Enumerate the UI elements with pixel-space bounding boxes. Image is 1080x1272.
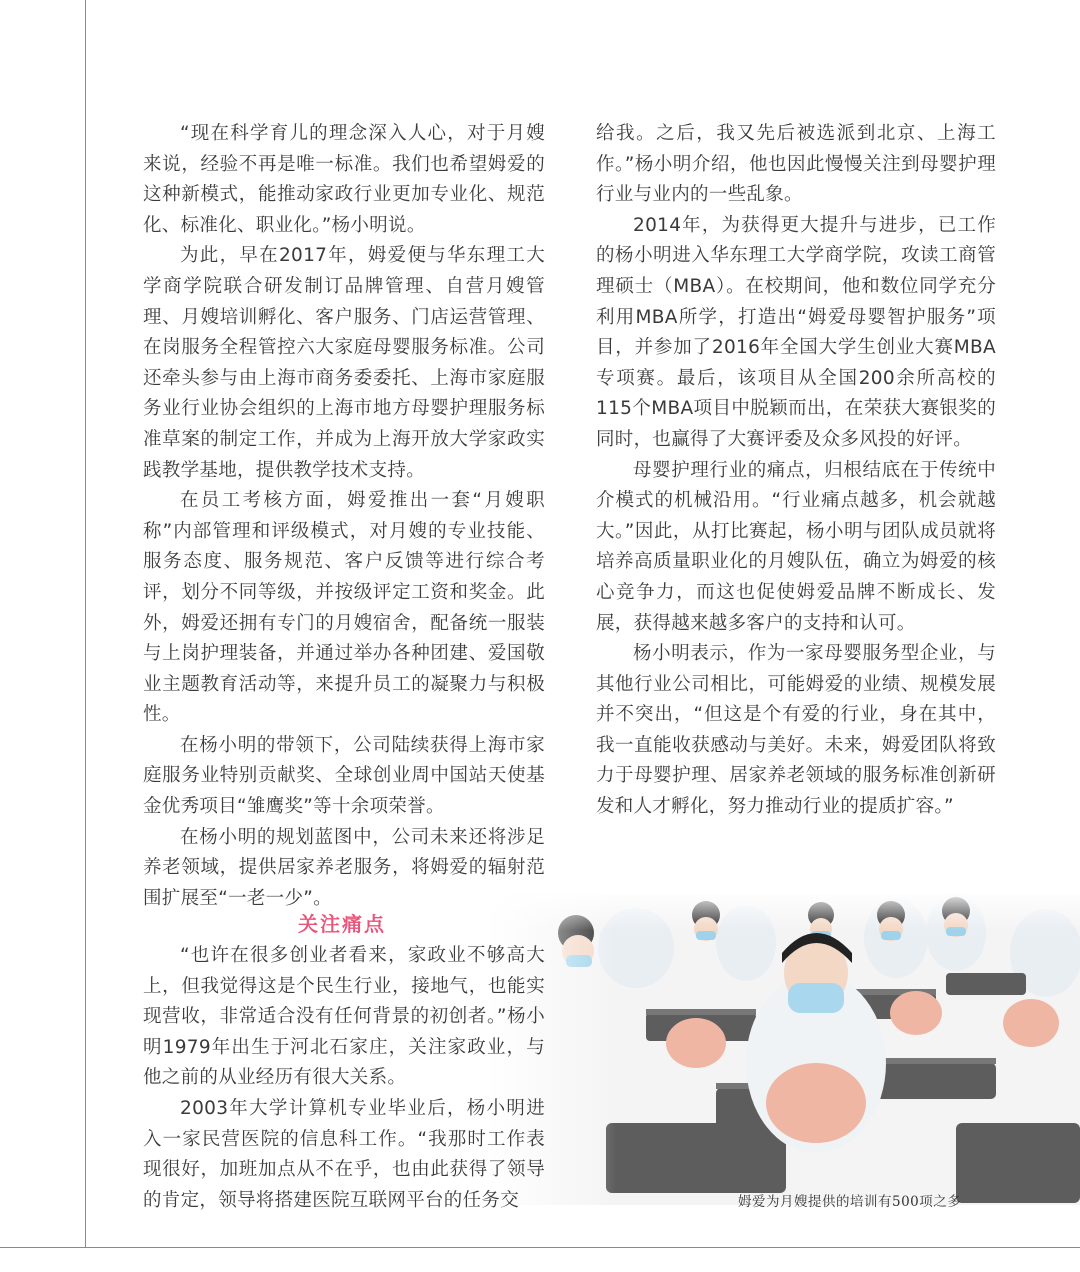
section-paragraph-2: 2003年大学计算机专业毕业后，杨小明进入一家民营医院的信息科工作。“我那时工作表现很好，加班加点从不在乎，也由此获得了领导的肯定，领导将搭建医院互联网平台的任务交 — [143, 1097, 545, 1211]
photo-caption: 姆爱为月嫂提供的培训有500项之多 — [738, 1194, 962, 1210]
right-paragraph-2: 2014年，为获得更大提升与进步，已工作的杨小明进入华东理工大学商学院，攻读工商管理硕士（MBA）。在校期间，他和数位同学充分利用MBA所学，打造出“姆爱母婴智护服务”项目，并参加了2016年全国大学生创业大赛MBA专项赛。最后，该项目从全国200余所高校的115个MBA项目中脱颖而出，在荣获大赛银奖的同时，也赢得了大赛评委及众多风投的好评。 — [596, 214, 996, 450]
page-border-left — [85, 0, 86, 1248]
left-paragraph-4: 在杨小明的带领下，公司陆续获得上海市家庭服务业特别贡献奖、全球创业周中国站天使基金优秀项目“雏鹰奖”等十余项荣誉。 — [143, 734, 545, 818]
left-paragraph-2: 为此，早在2017年，姆爱便与华东理工大学商学院联合研发制订品牌管理、自营月嫂管理、月嫂培训孵化、客户服务、门店运营管理、在岗服务全程管控六大家庭母婴服务标准。公司还牵头参与由上海市商务委委托、上海市家庭服务业行业协会组织的上海市地方母婴护理服务标准草案的制定工作，并成为上海开放大学家政实践教学基地，提供教学技术支持。 — [143, 245, 545, 481]
training-photo — [486, 893, 1080, 1205]
left-paragraph-1: “现在科学育儿的理念深入人心，对于月嫂来说，经验不再是唯一标准。我们也希望姆爱的这种新模式，能推动家政行业更加专业化、规范化、标准化、职业化。”杨小明说。 — [143, 123, 545, 236]
section-paragraph-1: “也许在很多创业者看来，家政业不够高大上，但我觉得这是个民生行业，接地气，也能实现营收，非常适合没有任何背景的初创者。”杨小明1979年出生于河北石家庄，关注家政业，与他之前的从业经历有很大关系。 — [143, 945, 545, 1089]
right-paragraph-3: 母婴护理行业的痛点，归根结底在于传统中介模式的机械沿用。“行业痛点越多，机会就越大。”因此，从打比赛起，杨小明与团队成员就将培养高质量职业化的月嫂队伍，确立为姆爱的核心竞争力，而这也促使姆爱品牌不断成长、发展，获得越来越多客户的支持和认可。 — [596, 459, 996, 634]
section-heading: 关注痛点 — [298, 912, 386, 936]
right-paragraph-4: 杨小明表示，作为一家母婴服务型企业，与其他行业公司相比，可能姆爱的业绩、规模发展并不突出，“但这是个有爱的行业，身在其中，我一直能收获感动与美好。未来，姆爱团队将致力于母婴护理、居家养老领域的服务标准创新研发和人才孵化，努力推动行业的提质扩容。” — [596, 643, 996, 818]
right-paragraph-1: 给我。之后，我又先后被选派到北京、上海工作。”杨小明介绍，他也因此慢慢关注到母婴护理行业与业内的一些乱象。 — [596, 123, 996, 206]
left-paragraph-3: 在员工考核方面，姆爱推出一套“月嫂职称”内部管理和评级模式，对月嫂的专业技能、服务态度、服务规范、客户反馈等进行综合考评，划分不同等级，并按级评定工资和奖金。此外，姆爱还拥有专门的月嫂宿舍，配备统一服装与上岗护理装备，并通过举办各种团建、爱国敬业主题教育活动等，来提升员工的凝聚力与积极性。 — [143, 490, 545, 726]
section-body — [143, 941, 545, 1216]
right-column — [596, 119, 996, 823]
left-column — [143, 119, 545, 914]
page-border-bottom — [0, 1247, 1080, 1248]
left-paragraph-5: 在杨小明的规划蓝图中，公司未来还将涉足养老领域，提供居家养老服务，将姆爱的辐射范围扩展至“一老一少”。 — [143, 826, 545, 909]
